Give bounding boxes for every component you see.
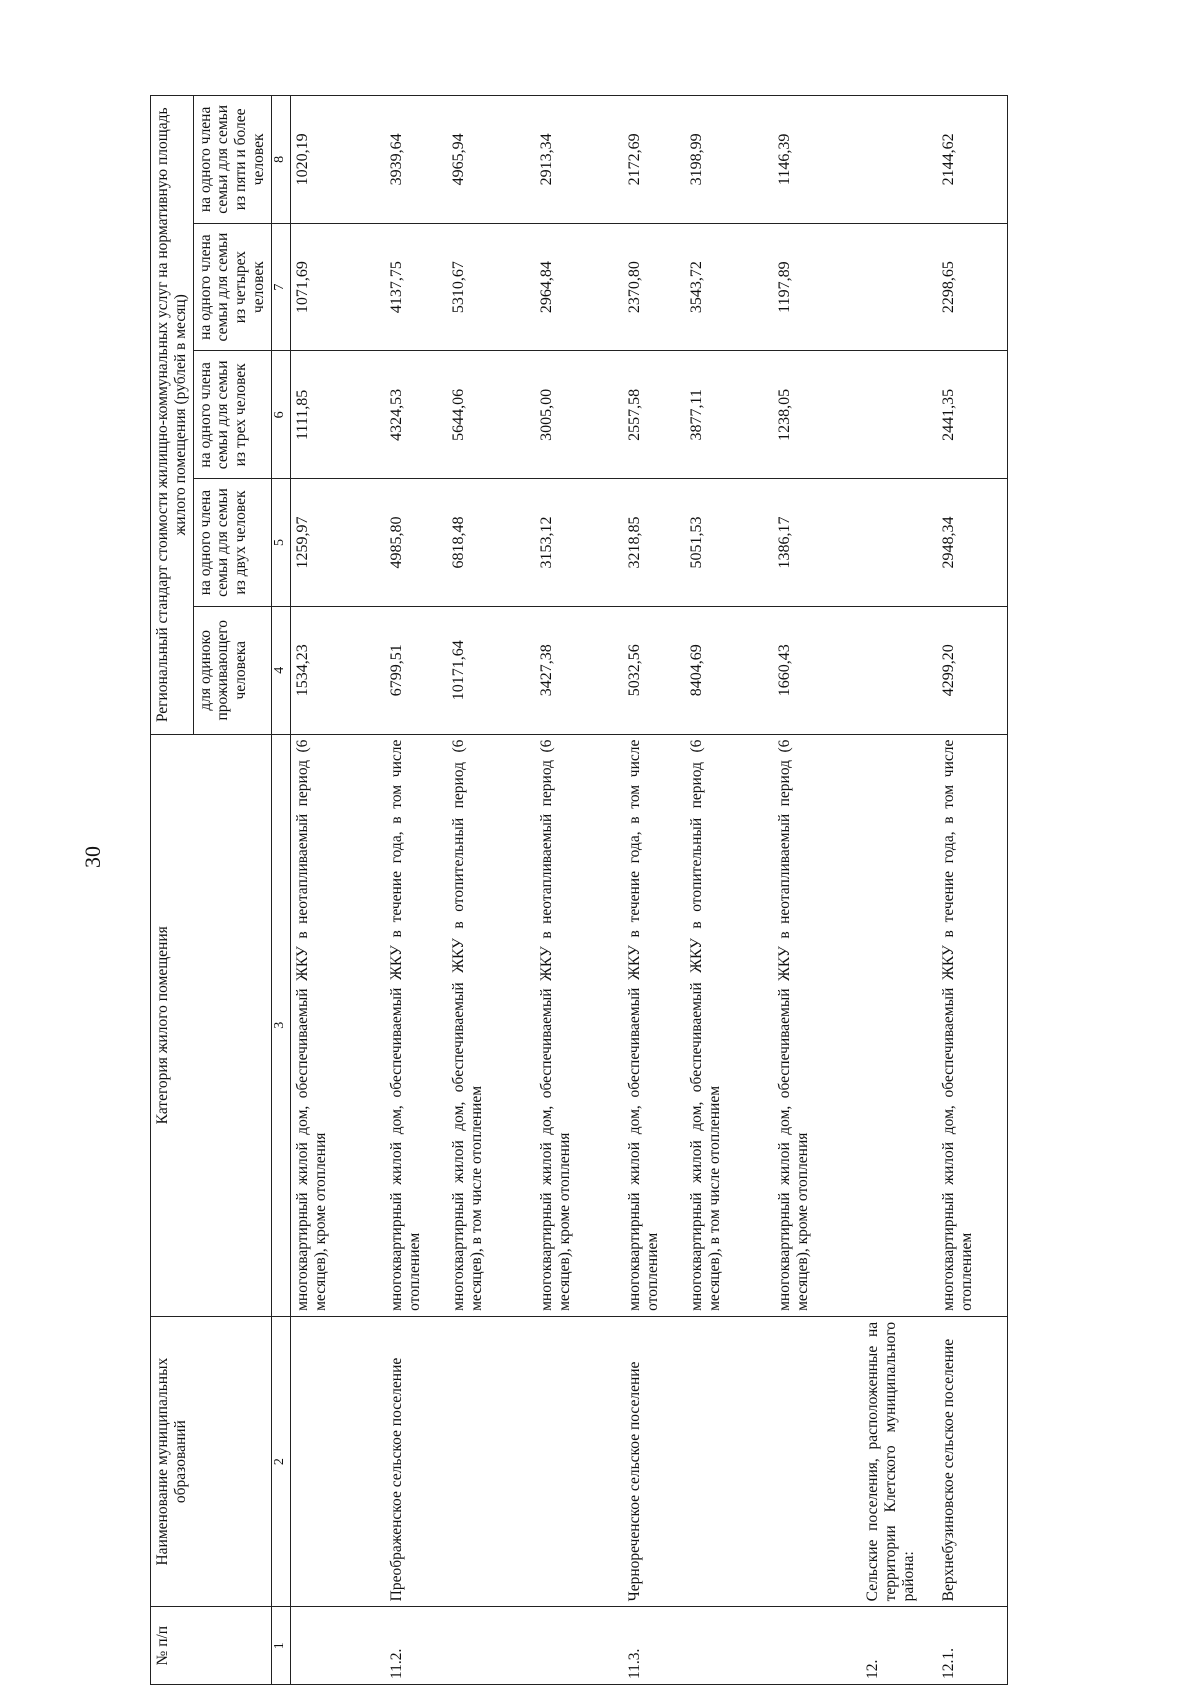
row-num: 11.2. [385,1607,447,1685]
row-v7: 2370,80 [623,223,685,351]
row-v4: 1660,43 [773,606,861,734]
row-v8: 2913,34 [535,96,623,224]
table-row [861,96,937,1685]
header-num: № п/п [151,1607,272,1685]
row-v6: 2557,58 [623,351,685,479]
row-v5: 5051,53 [685,479,773,607]
table-row [385,96,447,1685]
row-name [447,1316,535,1607]
row-name [773,1316,861,1607]
row-num [290,1607,385,1685]
row-category: многоквартирный жилой дом, обеспечиваемый ЖКУ в отопительный период (6 месяцев), в том числе отоплением [685,734,773,1316]
header-name: Наименование муниципальных образований [151,1316,272,1607]
table-row [535,96,623,1685]
row-name [290,1316,385,1607]
row-v5: 3153,12 [535,479,623,607]
col-number: 2 [271,1316,290,1607]
col-number: 5 [271,479,290,607]
row-v7: 1197,89 [773,223,861,351]
row-v5 [861,479,937,607]
table-row [447,96,535,1685]
row-name [535,1316,623,1607]
row-name: Сельские поселения, расположенные на территории Клетского муниципального района: [861,1316,937,1607]
row-category: многоквартирный жилой дом, обеспечиваемый ЖКУ в течение года, в том числе отоплением [623,734,685,1316]
header-col7: на одного члена семьи для семьи из четырех человек [193,223,271,351]
page-number: 30 [80,846,105,868]
row-v4: 8404,69 [685,606,773,734]
col-number: 4 [271,606,290,734]
row-v4: 1534,23 [290,606,385,734]
row-v7: 4137,75 [385,223,447,351]
row-v5: 1386,17 [773,479,861,607]
col-number: 8 [271,96,290,224]
row-v4: 10171,64 [447,606,535,734]
table-row [623,96,685,1685]
row-category [861,734,937,1316]
col-number: 1 [271,1607,290,1685]
row-category: многоквартирный жилой дом, обеспечиваемый ЖКУ в неотапливаемый период (6 месяцев), кроме отопления [290,734,385,1316]
row-v5: 1259,97 [290,479,385,607]
row-v8: 4965,94 [447,96,535,224]
row-v6: 2441,35 [937,351,1007,479]
row-category: многоквартирный жилой дом, обеспечиваемый ЖКУ в течение года, в том числе отоплением [385,734,447,1316]
header-col6: на одного члена семьи для семьи из трех человек [193,351,271,479]
row-v6: 5644,06 [447,351,535,479]
row-v7: 3543,72 [685,223,773,351]
row-v4: 3427,38 [535,606,623,734]
row-v8 [861,96,937,224]
row-category: многоквартирный жилой дом, обеспечиваемый ЖКУ в неотапливаемый период (6 месяцев), кроме отопления [535,734,623,1316]
header-group: Региональный стандарт стоимости жилищно-коммунальных услуг на нормативную площадь жилого помещения (рублей в месяц) [151,96,194,735]
housing-cost-table [150,95,1008,1685]
table-row [685,96,773,1685]
row-v7: 5310,67 [447,223,535,351]
row-v8: 1146,39 [773,96,861,224]
row-v5: 2948,34 [937,479,1007,607]
row-name: Преображенское сельское поселение [385,1316,447,1607]
row-v4: 5032,56 [623,606,685,734]
row-v6: 3005,00 [535,351,623,479]
row-v6: 1238,05 [773,351,861,479]
row-v7: 2964,84 [535,223,623,351]
table-row [937,96,1007,1685]
row-v4: 6799,51 [385,606,447,734]
row-v8: 2172,69 [623,96,685,224]
row-num: 11.3. [623,1607,685,1685]
row-category: многоквартирный жилой дом, обеспечиваемый ЖКУ в отопительный период (6 месяцев), в том числе отоплением [447,734,535,1316]
row-num [447,1607,535,1685]
row-v8: 2144,62 [937,96,1007,224]
table-row [773,96,861,1685]
header-col8: на одного члена семьи для семьи из пяти и более человек [193,96,271,224]
row-v8: 3939,64 [385,96,447,224]
row-v4: 4299,20 [937,606,1007,734]
row-v5: 6818,48 [447,479,535,607]
col-number: 3 [271,734,290,1316]
row-v6: 4324,53 [385,351,447,479]
row-v8: 1020,19 [290,96,385,224]
row-num: 12.1. [937,1607,1007,1685]
row-name: Верхнебузиновское сельское поселение [937,1316,1007,1607]
row-num [535,1607,623,1685]
rotated-table-container [150,95,1008,1685]
row-num [685,1607,773,1685]
row-name: Чернореченское сельское поселение [623,1316,685,1607]
row-v6: 1111,85 [290,351,385,479]
col-number: 6 [271,351,290,479]
row-v6: 3877,11 [685,351,773,479]
row-name [685,1316,773,1607]
header-category: Категория жилого помещения [151,734,272,1316]
row-num: 12. [861,1607,937,1685]
row-v4 [861,606,937,734]
row-category: многоквартирный жилой дом, обеспечиваемый ЖКУ в течение года, в том числе отоплением [937,734,1007,1316]
header-col5: на одного члена семьи для семьи из двух человек [193,479,271,607]
row-v7: 1071,69 [290,223,385,351]
row-num [773,1607,861,1685]
table-row [290,96,385,1685]
row-v6 [861,351,937,479]
row-v5: 4985,80 [385,479,447,607]
col-number: 7 [271,223,290,351]
row-v7 [861,223,937,351]
row-v7: 2298,65 [937,223,1007,351]
row-category: многоквартирный жилой дом, обеспечиваемый ЖКУ в неотапливаемый период (6 месяцев), кроме отопления [773,734,861,1316]
row-v8: 3198,99 [685,96,773,224]
row-v5: 3218,85 [623,479,685,607]
header-col4: для одиноко проживающего человека [193,606,271,734]
